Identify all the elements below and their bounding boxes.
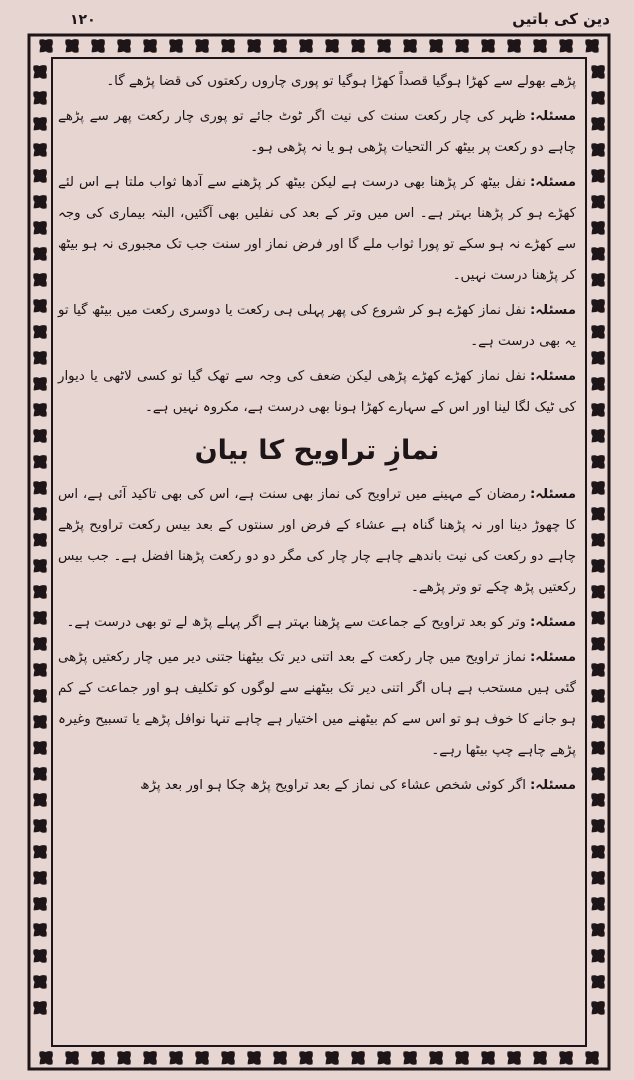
paragraph-text: نفل نماز کھڑے کھڑے پڑھی لیکن ضعف کی وجہ سے تھک گیا تو کسی لاٹھی یا دیوار کی ٹیک لگا لینا اور اس کے سہارے کھڑا ہونا بھی درست ہے، مکروہ نہیں ہے۔	[58, 369, 576, 415]
paragraph-group	[58, 66, 576, 423]
masala-paragraph	[58, 167, 576, 291]
masala-paragraph	[58, 101, 576, 163]
paragraph-text: ظہر کی چار رکعت سنت کی نیت اگر ٹوٹ جائے تو پوری چار رکعت پھر سے پڑھے چاہے دو رکعت پر بیٹھ کر التحیات پڑھی ہو یا نہ پڑھی ہو۔	[58, 109, 576, 155]
masala-label: مسئلہ:	[529, 109, 576, 124]
masala-paragraph	[58, 295, 576, 357]
section-heading: نمازِ تراویح کا بیان	[194, 435, 440, 466]
masala-label: مسئلہ:	[529, 650, 576, 665]
paragraph-text: اگر کوئی شخص عشاء کی نماز کے بعد تراویح پڑھ چکا ہو اور بعد پڑھ	[140, 778, 526, 793]
masala-paragraph	[58, 361, 576, 423]
masala-paragraph	[58, 642, 576, 766]
section-paragraph-group	[58, 479, 576, 801]
masala-paragraph	[58, 607, 576, 638]
paragraph-text: نماز تراویح میں چار رکعت کے بعد اتنی دیر تک بیٹھنا جتنی دیر میں چار رکعتیں پڑھی گئی ہیں مستحب ہے ہاں اگر اتنی دیر تک بیٹھنے سے لوگوں کو تکلیف ہو اور جماعت کے کم ہو جانے کا خوف ہو تو اس سے کم بیٹھنے میں اختیار ہے چاہے تنہا نوافل پڑھے یا تسبیح وغیرہ پڑھے چاہے چپ بیٹھا رہے۔	[58, 650, 576, 758]
masala-label: مسئلہ:	[529, 303, 576, 318]
paragraph-text: وتر کو بعد تراویح کے جماعت سے پڑھنا بہتر ہے اگر پہلے پڑھ لے تو بھی درست ہے۔	[66, 615, 526, 630]
book-title: دین کی باتیں	[512, 10, 610, 28]
masala-label: مسئلہ:	[529, 175, 576, 190]
masala-label: مسئلہ:	[529, 487, 576, 502]
masala-paragraph	[58, 66, 576, 97]
masala-paragraph	[58, 770, 576, 801]
paragraph-text: نفل بیٹھ کر پڑھنا بھی درست ہے لیکن بیٹھ کر پڑھنے سے آدھا ثواب ملتا ہے اس لئے کھڑے ہو کر پڑھنا بہتر ہے۔ اس میں وتر کے بعد کی نفلیں بھی آگئیں، البتہ بیماری کی وجہ سے کھڑے نہ ہو سکے تو پورا ثواب ملے گا اور فرض نماز اور سنت جب تک مجبوری نہ ہو بیٹھ کر پڑھنا درست نہیں۔	[58, 175, 576, 283]
masala-label: مسئلہ:	[529, 369, 576, 384]
page-number: ۱۲۰	[70, 12, 96, 28]
masala-label: مسئلہ:	[529, 778, 576, 793]
paragraph-text: پڑھے بھولے سے کھڑا ہوگیا قصداً کھڑا ہوگیا تو پوری چاروں رکعتوں کی قضا پڑھے گا۔	[106, 74, 576, 89]
masala-paragraph	[58, 479, 576, 603]
paragraph-text: رمضان کے مہینے میں تراویح کی نماز بھی سنت ہے، اس کی بھی تاکید آئی ہے، اس کا چھوڑ دینا اور نہ پڑھنا گناہ ہے عشاء کے فرض اور سنتوں کے بعد بیس رکعت تراویح پڑھے چاہے دو رکعت کی نیت باندھے چاہے چار چار کی مگر دو دو رکعت پڑھنا افضل ہے۔ جب بیس رکعتیں پڑھ چکے تو وتر پڑھے۔	[58, 487, 576, 595]
masala-label: مسئلہ:	[529, 615, 576, 630]
paragraph-text: نفل نماز کھڑے ہو کر شروع کی پھر پہلی ہی رکعت یا دوسری رکعت میں بیٹھ گیا تو یہ بھی درست ہے۔	[58, 303, 576, 349]
page-body	[58, 66, 576, 1012]
